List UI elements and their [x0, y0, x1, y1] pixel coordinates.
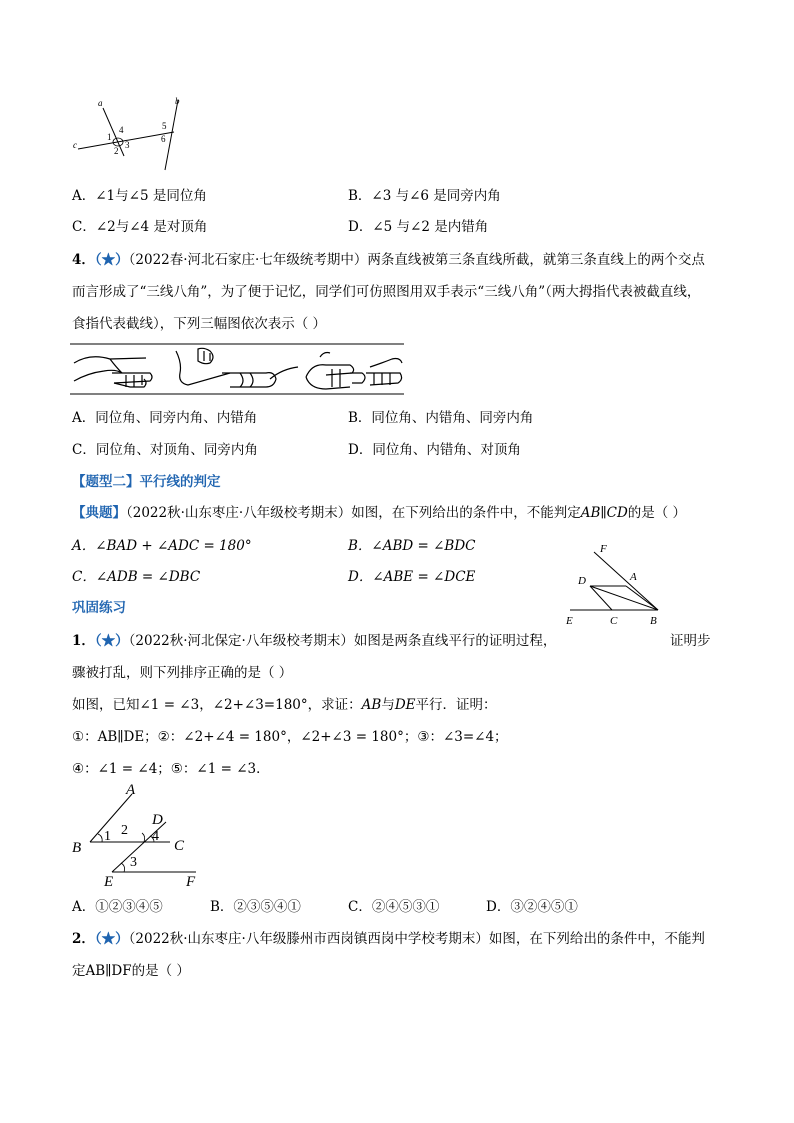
example-line [72, 503, 686, 523]
q4-number: 4． [72, 252, 95, 268]
q4-option-a: A．同位角、同旁内角、内错角 [72, 410, 258, 426]
p1-option-b: B．②③⑤④① [210, 899, 301, 915]
example-option-d: D．∠ABE = ∠DCE [348, 569, 476, 585]
q4-source: （2022春·河北石家庄·七年级统考期中） [128, 252, 368, 268]
p1-text-right: 证明步 [670, 633, 711, 649]
p1-option-c: C．②④⑤③① [348, 899, 440, 915]
label-6: 6 [161, 134, 166, 144]
label-2: 2 [114, 146, 119, 156]
p1-given-b: 与 [381, 697, 395, 713]
label-b: b [175, 96, 180, 106]
p1-steps-line1: ①：AB∥DE；②：∠2+∠4 = 180°，∠2+∠3 = 180°；③：∠3=∠4； [72, 729, 508, 745]
label-3: 3 [130, 855, 137, 870]
q3-option-b: B．∠3 与∠6 是同旁内角 [348, 188, 501, 204]
p1-option-a: A．①②③④⑤ [72, 899, 163, 915]
parallel-figure-example [560, 538, 670, 630]
q4-text1: 两条直线被第三条直线所截，就第三条直线上的两个交点 [367, 252, 705, 268]
example-math: AB∥CD [580, 505, 628, 521]
label-4: 4 [119, 125, 124, 135]
difficulty-star: （★） [94, 252, 129, 268]
hands-illustration [70, 343, 406, 397]
q3-option-c: C．∠2与∠4 是对顶角 [72, 219, 208, 235]
label-a: a [98, 98, 103, 108]
label-2: 2 [121, 823, 128, 838]
label-F: F [600, 543, 607, 555]
angle-figure-q3 [70, 92, 190, 172]
hands-figure-1 [74, 357, 152, 387]
p1-number: 1． [72, 633, 95, 649]
p1-given-math: AB [361, 697, 382, 713]
label-C: C [610, 615, 618, 627]
line-b [165, 100, 178, 170]
label-1: 1 [107, 132, 112, 142]
q4-option-b: B．同位角、内错角、同旁内角 [348, 410, 534, 426]
example-source: （2022秋·山东枣庄·八年级校考期末） [126, 505, 352, 521]
q4-option-d: D．同位角、内错角、对顶角 [348, 442, 521, 458]
example-tag: 【典题】 [72, 505, 126, 521]
example-tail: 的是（ ） [627, 505, 687, 521]
p1-given-a: 如图，已知∠1 = ∠3，∠2+∠3=180°，求证： [72, 697, 362, 713]
p2-line2: 定AB∥DF的是（ ） [72, 963, 190, 979]
hands-figure-3 [306, 353, 402, 390]
example-text: 如图，在下列给出的条件中，不能判定 [351, 505, 581, 521]
label-B: B [72, 840, 82, 856]
example-option-b: B．∠ABD = ∠BDC [348, 538, 476, 554]
p1-given-c: 平行．证明： [415, 697, 497, 713]
q3-option-a: A．∠1与∠5 是同位角 [72, 188, 207, 204]
p1-option-d: D．③②④⑤① [486, 899, 578, 915]
p1-steps-line2: ④：∠1 = ∠4；⑤：∠1 = ∠3． [72, 761, 270, 777]
difficulty-star: （★） [94, 633, 129, 649]
label-E: E [104, 874, 114, 890]
q4-line1 [72, 250, 705, 270]
p1-source: （2022秋·河北保定·八年级校考期末） [128, 633, 354, 649]
p1-given-math2: DE [394, 697, 416, 713]
q4-line2: 而言形成了“三线八角”，为了便于记忆，同学们可仿照图用双手表示“三线八角”（两大拇指代表被截直线， [72, 284, 701, 300]
example-option-a: A．∠BAD + ∠ADC = 180° [72, 538, 252, 554]
label-A: A [126, 782, 136, 798]
p2-source: （2022秋·山东枣庄·八年级滕州市西岗镇西岗中学校考期末） [128, 931, 489, 947]
p1-text: 如图是两条直线平行的证明过程， [353, 633, 557, 649]
label-1: 1 [104, 829, 111, 844]
label-c: c [73, 140, 77, 150]
example-option-c: C．∠ADB = ∠DBC [72, 569, 201, 585]
label-4: 4 [152, 829, 159, 844]
label-D: D [152, 812, 163, 828]
label-D: D [578, 575, 586, 587]
q4-line3: 食指代表截线），下列三幅图依次表示（ ） [72, 316, 327, 332]
hands-figure-2 [176, 348, 298, 387]
p2-text: 如图，在下列给出的条件中，不能判 [488, 931, 705, 947]
label-E: E [566, 615, 573, 627]
label-B: B [650, 615, 657, 627]
section-title: 【题型二】平行线的判定 [72, 474, 221, 490]
label-5: 5 [162, 121, 167, 131]
practice-title: 巩固练习 [72, 600, 126, 616]
p2-number: 2． [72, 931, 95, 947]
label-A: A [630, 571, 637, 583]
label-3: 3 [125, 140, 130, 150]
p2-line1 [72, 929, 705, 949]
label-F: F [186, 874, 196, 890]
q4-option-c: C．同位角、对顶角、同旁内角 [72, 442, 258, 458]
q3-option-d: D．∠5 与∠2 是内错角 [348, 219, 489, 235]
difficulty-star: （★） [94, 931, 129, 947]
label-C: C [174, 838, 185, 854]
p1-line2: 骤被打乱，则下列排序正确的是（ ） [72, 665, 293, 681]
p1-line1 [72, 631, 556, 651]
p1-given [72, 695, 497, 715]
parallel-figure-p1 [70, 780, 220, 890]
